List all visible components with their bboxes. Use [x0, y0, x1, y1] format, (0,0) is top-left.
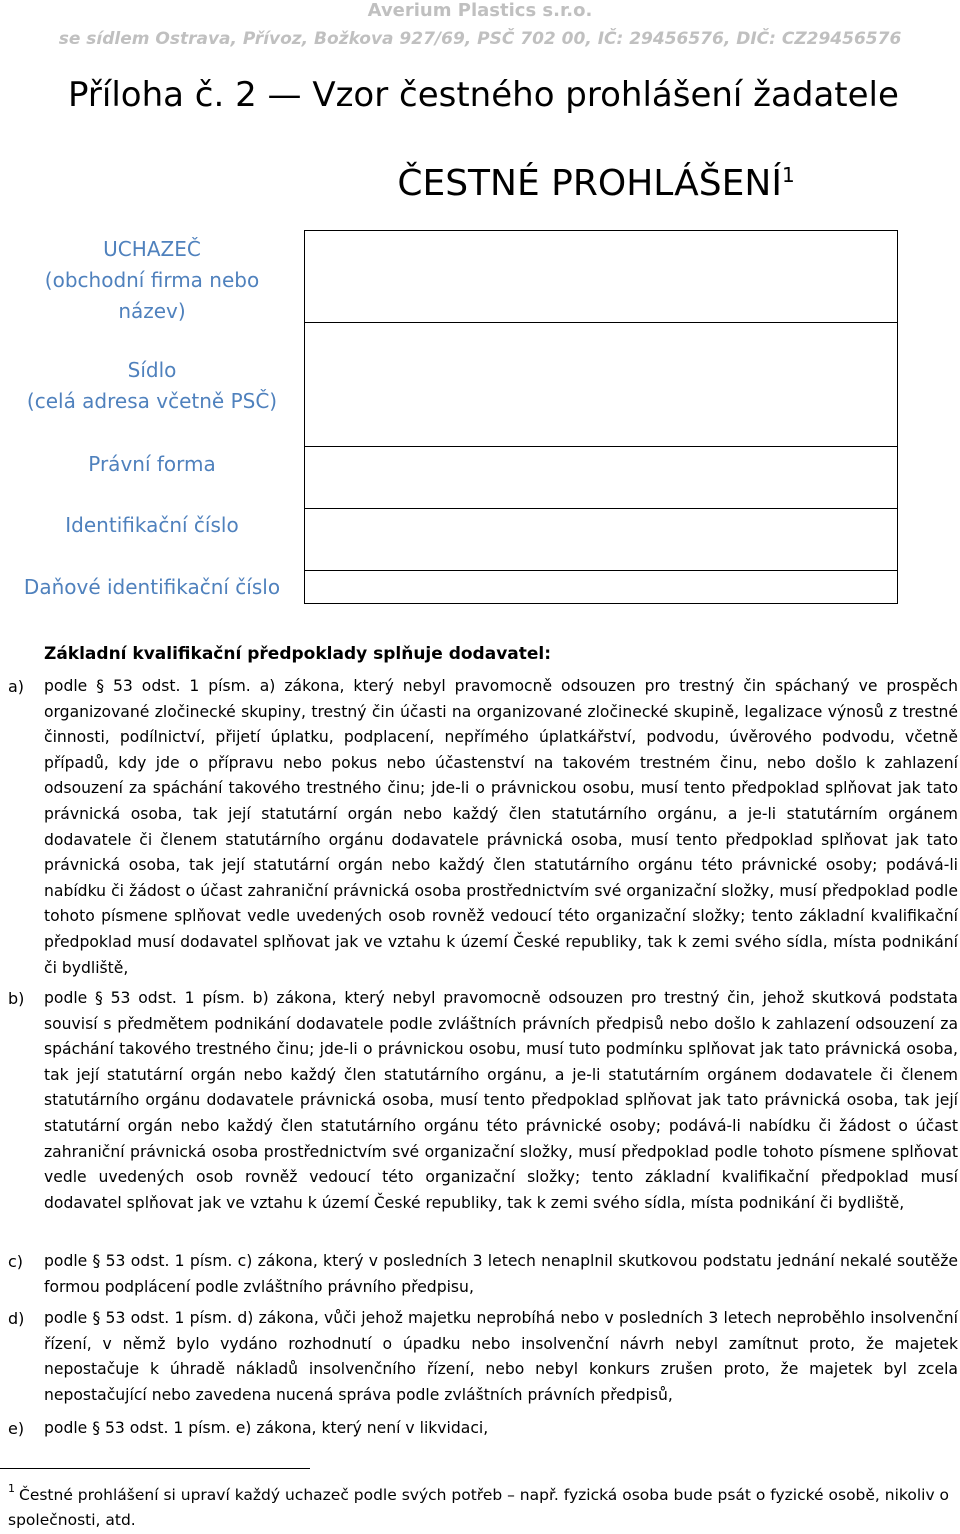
- list-item-e: [0, 1416, 958, 1442]
- field-tax-id-number[interactable]: [304, 570, 898, 604]
- field-id-number[interactable]: [304, 508, 898, 571]
- footnote-number: 1: [8, 1482, 15, 1495]
- field-seat[interactable]: [304, 322, 898, 447]
- list-item-d: [0, 1306, 958, 1408]
- list-item-mark: d): [8, 1309, 25, 1328]
- list-item-text: podle § 53 odst. 1 písm. b) zákona, který nebyl pravomocně odsouzen pro trestný čin, jehož skutková podstata souvisí s předmětem podnikání dodavatele podle zvláštních právních předpisů nebo došlo k zahlazení odsouzení za spáchání takového trestného činu; jde-li o právnickou osobu, musí tuto podmínku splňovat jak tato právnická osoba, tak její statutární orgán nebo každý člen statutárního orgánu, a je-li statutárním orgánem dodavatele či členem statutárního orgánu dodavatele právnická osoba, musí tento předpoklad splňovat jak tato právnická osoba, tak její statutární orgán nebo každý člen statutárního orgánu této právnické osoby; podává-li nabídku či žádost o účast zahraniční právnická osoba prostřednictvím své organizační složky, musí předpoklad podle tohoto písmene splňovat vedle uvedených osob rovněž vedoucí této organizační složky; tento základní kvalifikační předpoklad musí dodavatel splňovat jak ve vztahu k území České republiky, tak k zemi svého sídla, místa podnikání či bydliště,: [44, 989, 958, 1212]
- list-item-mark: b): [8, 989, 25, 1008]
- field-legal-form[interactable]: [304, 446, 898, 509]
- footnote-text: Čestné prohlášení si upraví každý uchazeč podle svých potřeb – např. fyzická osoba bude psát o fyzické osobě, nikoliv o společnosti, atd.: [8, 1486, 950, 1530]
- page-title: Příloha č. 2 — Vzor čestného prohlášení žadatele: [68, 75, 899, 115]
- list-item-text: podle § 53 odst. 1 písm. e) zákona, který není v likvidaci,: [44, 1419, 489, 1437]
- footnote: [8, 1478, 958, 1533]
- list-item-mark: e): [8, 1419, 25, 1438]
- list-item-text: podle § 53 odst. 1 písm. a) zákona, který nebyl pravomocně odsouzen pro trestný čin spáchaný ve prospěch organizované zločinecké skupiny, trestný čin účasti na organizované zločinecké skupině, legalizace výnosů z trestné činnosti, podílnictví, přijetí úplatku, podplacení, nepřímého úplatkářství, podvodu, úvěrového podvodu, včetně případů, kdy jde o přípravu nebo pokus nebo účastenství na takovém trestném činu, nebo došlo k zahlazení odsouzení za spáchání takového trestného činu; jde-li o právnickou osobu, musí tento předpoklad splňovat jak tato právnická osoba, tak její statutární orgán nebo každý člen statutárního orgánu, a je-li statutárním orgánem dodavatele či členem statutárního orgánu dodavatele právnická osoba, musí tento předpoklad splňovat jak tato právnická osoba, tak její statutární orgán nebo každý člen statutárního orgánu této právnické osoby; podává-li nabídku či žádost o účast zahraniční právnická osoba prostřednictvím své organizační složky, musí předpoklad podle tohoto písmene splňovat vedle uvedených osob rovněž vedoucí této organizační složky; tento základní kvalifikační předpoklad musí dodavatel splňovat jak ve vztahu k území České republiky, tak k zemi svého sídla, místa podnikání či bydliště,: [44, 677, 958, 977]
- applicant-form: [0, 230, 898, 604]
- label-legal-form: Právní forma: [88, 452, 216, 476]
- letterhead-seat: se sídlem Ostrava, Přívoz, Božkova 927/69, PSČ 702 00, IČ: 29456576, DIČ: CZ29456576: [58, 29, 902, 49]
- field-applicant[interactable]: [304, 230, 898, 323]
- declaration-footnote-ref: 1: [781, 163, 795, 187]
- list-item-text: podle § 53 odst. 1 písm. d) zákona, vůči jehož majetku neprobíhá nebo v posledních 3 letech neproběhlo insolvenční řízení, v němž bylo vydáno rozhodnutí o úpadku nebo insolvenční návrh nebyl zamítnut proto, že majetek nepostačuje k úhradě nákladů insolvenčního řízení, nebo nebyl konkurs zrušen proto, že majetek byl zcela nepostačující nebo zavedena nucená správa podle zvláštních právních předpisů,: [44, 1309, 958, 1404]
- label-id-number: Identifikační číslo: [65, 513, 239, 537]
- footnote-divider: [0, 1468, 310, 1469]
- label-applicant: UCHAZEČ (obchodní firma nebo název): [44, 237, 260, 323]
- section-subheading: Základní kvalifikační předpoklady splňuje dodavatel:: [44, 644, 552, 664]
- declaration-heading-text: ČESTNÉ PROHLÁŠENÍ: [397, 163, 782, 204]
- list-item-c: [0, 1249, 958, 1300]
- declaration-heading: [296, 160, 896, 208]
- label-tax-id-number: Daňové identifikační číslo: [23, 575, 281, 599]
- letterhead-company: Averium Plastics s.r.o.: [367, 0, 593, 21]
- list-item-mark: c): [8, 1252, 24, 1271]
- list-item-text: podle § 53 odst. 1 písm. c) zákona, který v posledních 3 letech nenaplnil skutkovou podstatu jednání nekalé soutěže formou podplácení podle zvláštního právního předpisu,: [44, 1252, 958, 1296]
- form-labels: [0, 230, 304, 604]
- list-item-b: [0, 986, 958, 1216]
- list-item-mark: a): [8, 677, 25, 696]
- list-item-a: [0, 674, 958, 981]
- label-seat: Sídlo (celá adresa včetně PSČ): [26, 358, 278, 413]
